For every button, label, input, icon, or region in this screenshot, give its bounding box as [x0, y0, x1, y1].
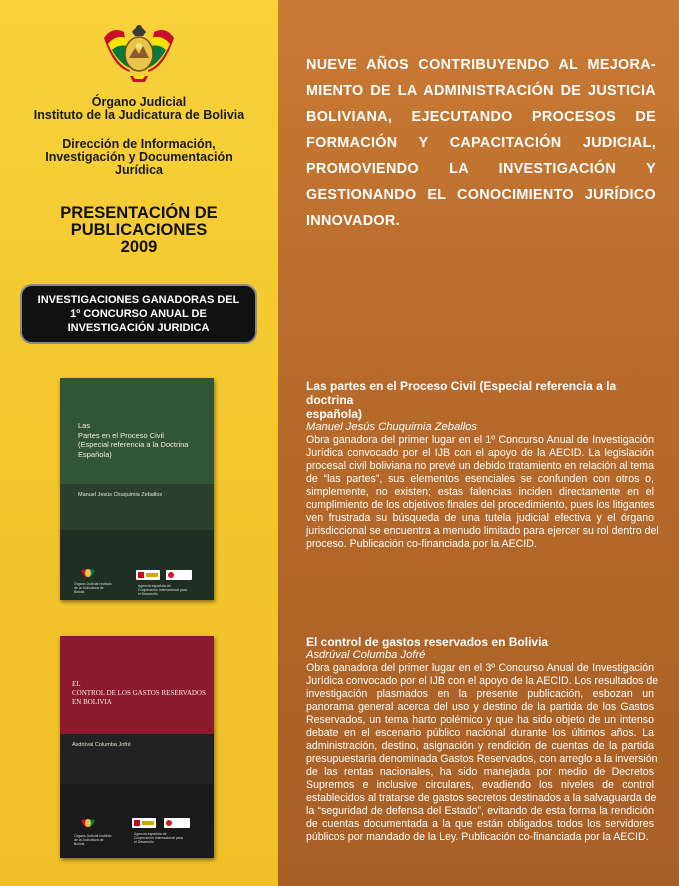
book-cover-partes: [60, 378, 214, 600]
article-heading: Las partes en el Proceso Civil (Especial referencia a la doctrina: [306, 379, 617, 407]
body-line: de “las partes”, sus elementos esenciales se confunden con otros o,: [306, 473, 654, 485]
coat-of-arms-logo: [100, 18, 178, 86]
presentation-title-1: PRESENTACIÓN DE: [60, 204, 218, 222]
book-title-line: EN BOLIVIA: [72, 698, 112, 706]
institute-name: Instituto de la Judicatura de Bolivia: [33, 108, 245, 122]
body-line: panorama general acerca del uso y destino de la partida de los Gastos: [306, 701, 654, 713]
direction-line-2: Investigación y Documentación: [45, 150, 233, 164]
headline-line: FORMACIÓN Y CAPACITACIÓN JUDICIAL,: [306, 135, 656, 151]
spain-cooperation-logo: [136, 570, 160, 580]
direction-line-3: Jurídica: [115, 163, 163, 177]
body-line: ven frustrada su búsqueda de una tutela judicial efectiva y el órgano: [306, 512, 654, 524]
article-heading: El control de gastos reservados en Bolivia: [306, 635, 549, 649]
body-line: simplemente, no existen; estas falencias inciden directamente en el: [306, 486, 654, 498]
body-line: Reservados, un tema harto polémico y que ha sido objeto de un intenso: [306, 714, 654, 726]
aecid-label: Agencia española de Cooperación Internacional para el Desarrollo: [138, 584, 187, 596]
book-title-line: EL: [72, 680, 81, 688]
body-line: debate en el escenario público nacional durante los últimos años. La: [306, 727, 654, 739]
book-title-line: CONTROL DE LOS GASTOS RESERVADOS: [72, 689, 206, 697]
body-line: la “seguridad de defensa del Estado”, evitando de esta forma la rendición: [306, 805, 654, 817]
coat-of-arms-icon: [80, 566, 96, 580]
body-line: administración, destino, asignación y rendición de cuentas de la partida: [306, 740, 654, 752]
direction-line-1: Dirección de Información,: [62, 137, 216, 151]
book-inst-label: Órgano Judicial Instituto de la Judicatura de Bolivia: [74, 582, 112, 594]
book-cover-gastos: [60, 636, 214, 858]
book-title-line: Las: [78, 421, 91, 430]
body-line: de cuentas documentada a la que están obligados todos los servidores: [306, 818, 654, 830]
body-line: investigación plasmados en la presente publicación, esbozan un: [306, 688, 654, 700]
body-line: jurisdiccional se encuentra a menudo limitado para ejercer su rol dentro del: [306, 525, 659, 537]
book-cover-footer: [60, 530, 214, 600]
badge-line-2: 1º CONCURSO ANUAL DE: [70, 308, 207, 320]
body-line: cumplimiento de los objetivos finales del procedimiento, pues los litigantes: [306, 499, 655, 511]
article-author: Manuel Jesús Chuquimia Zeballos: [306, 421, 478, 433]
article-heading: española): [306, 407, 363, 421]
org-name: Órgano Judicial: [91, 95, 187, 109]
badge-line-1: INVESTIGACIONES GANADORAS DEL: [37, 294, 240, 306]
body-line: Jurídica convocado por el IJB con el apoyo de la AECID. La legislación: [306, 447, 654, 459]
book-cover-author: Asdrúval Columba Jofré: [72, 742, 131, 748]
headline-line: NUEVE AÑOS CONTRIBUYENDO AL MEJORA-: [306, 57, 656, 73]
body-line: públicos por mandado de la Ley. Publicación co-financiada por la AECID.: [306, 831, 649, 843]
presentation-year: 2009: [120, 238, 158, 256]
book-cover-author: Manuel Jesús Chuquimia Zeballos: [78, 492, 163, 498]
article-partes: [306, 379, 659, 551]
body-line: Obra ganadora del primer lugar en el 1º Concurso Anual de Investigación: [306, 434, 654, 446]
article-gastos: [306, 635, 659, 844]
body-line: Supremos e inclusive circulares, evadiendo los niveles de control: [306, 779, 654, 791]
spain-cooperation-logo: [132, 818, 156, 828]
headline-line: BOLIVIANA, EJECUTANDO PROCESOS DE: [306, 109, 656, 125]
presentation-title-2: PUBLICACIONES: [70, 221, 208, 239]
headline-line: INNOVADOR.: [306, 213, 400, 229]
badge-line-3: INVESTIGACIÓN JURIDICA: [67, 322, 210, 334]
aecid-logo: [164, 818, 190, 828]
body-line: de las rentas nacionales, ha sido manejada por medio de Decretos: [306, 766, 654, 778]
book-cover-title: [78, 421, 188, 459]
contest-badge: [20, 284, 257, 344]
body-line: presupuestaria denominada Gastos Reservados, con arreglo a la inversión: [306, 753, 658, 765]
article-author: Asdrúval Columba Jofré: [306, 649, 426, 661]
book-title-line: Partes en el Proceso Civil: [78, 430, 164, 440]
book-cover-title: [72, 680, 206, 707]
body-line: procesal civil boliviana no prevé un debido tratamiento en relación al tema: [306, 460, 654, 472]
aecid-label: Agencia española de Cooperación Internacional para el Desarrollo: [134, 832, 183, 844]
coat-of-arms-icon: [80, 816, 96, 830]
book-inst-label: Órgano Judicial Instituto de la Judicatura de Bolivia: [74, 834, 112, 846]
body-line: establecidos al tratarse de gastos secretos destinados a la salvaguarda de: [306, 792, 657, 804]
article-body: [306, 662, 659, 844]
body-line: Jurídica convocado por el IJB con el apoyo de la AECID. Los resultados de: [306, 675, 659, 687]
book-cover-footer: [60, 784, 214, 858]
headline-line: PROMOVIENDO LA INVESTIGACIÓN Y: [306, 161, 656, 177]
aecid-logo: [166, 570, 192, 580]
book-title-line: Española): [78, 449, 112, 459]
headline: [306, 52, 656, 234]
headline-line: MIENTO DE LA ADMINISTRACIÓN DE JUSTICIA: [306, 83, 656, 99]
book-title-line: (Especial referencia a la Doctrina: [78, 440, 189, 449]
article-body: [306, 434, 659, 551]
body-line: Obra ganadora del primer lugar en el 3º Concurso Anual de Investigación: [306, 662, 654, 674]
body-line: proceso. Publicación co-financiada por la AECID.: [306, 538, 537, 550]
headline-line: GESTIONANDO EL CONOCIMIENTO JURÍDICO: [306, 187, 656, 203]
